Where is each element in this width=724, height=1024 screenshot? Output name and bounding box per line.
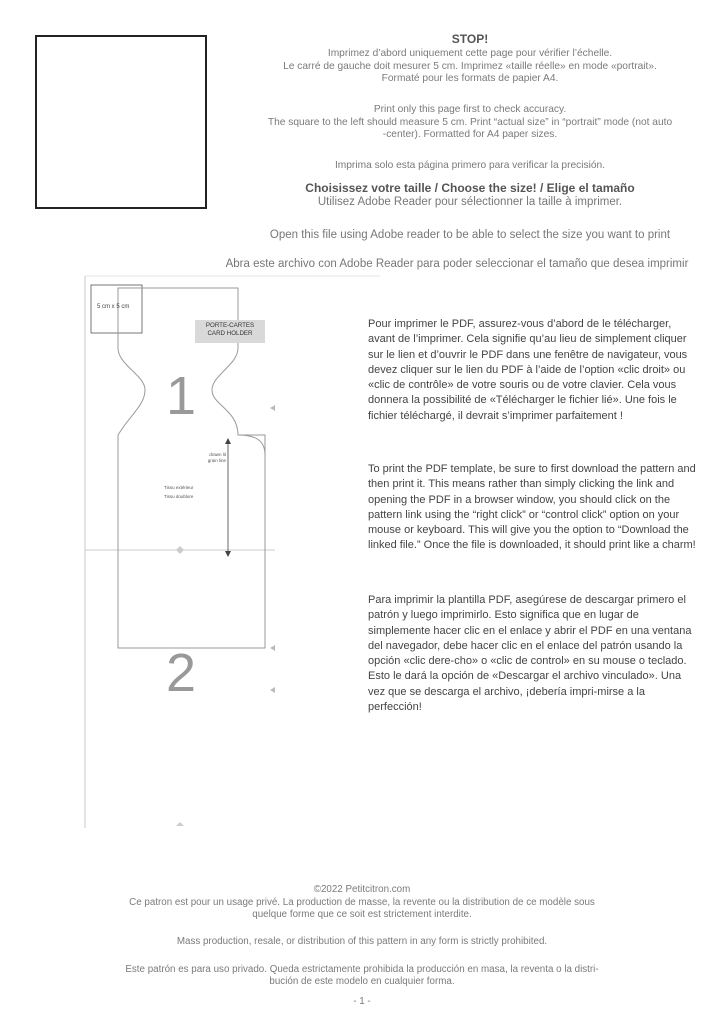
choose-size-heading: Choisissez votre taille / Choose the size! / Elige el tamaño xyxy=(305,181,635,195)
print-instructions-en: To print the PDF template, be sure to first download the pattern and then print it. This means rather than simply clicking the link and opening the PDF in a browser window, you should click on the pattern link using the “right click” or “control click” option on your mouse or keyboard. This will give you the option to “Download the linked file.” Once the file is downloaded, it should print like a charm! xyxy=(368,463,696,552)
grain-note-line: drawn lit xyxy=(209,452,226,457)
footer-fr xyxy=(80,897,644,921)
cardholder-label-fr: PORTE-CARTES xyxy=(205,322,255,329)
instructions-en xyxy=(220,104,720,142)
adobe-note-es: Abra este archivo con Adobe Reader para poder seleccionar el tamaño que desea imprimir xyxy=(225,258,689,270)
adobe-note-en: Open this file using Adobe reader to be able to select the size you want to print xyxy=(269,229,671,241)
diamond-marker xyxy=(176,546,184,554)
footer-copyright: ©2022 Petitcitron.com xyxy=(313,884,411,895)
print-instructions-fr: Pour imprimer le PDF, assurez-vous d’abord de le télécharger, avant de l’imprimer. Cela signifie qu’au lieu de simplement cliquer sur le lien et d’ouvrir le PDF dans une fenêtre de navigateur, vous devez cliquer sur le lien du PDF à l’aide de l’option «clic droit» ou «clic de contrôle» de votre souris ou de votre clavier. Cela vous donnera la possibilité de «Télécharger le fichier lié». Une fois le fichier téléchargé, il devrait s’imprimer parfaitement ! xyxy=(368,318,688,422)
grain-arrow-top xyxy=(225,438,231,444)
instructions-fr xyxy=(220,48,720,86)
notch-marker xyxy=(270,687,275,693)
cardholder-label xyxy=(195,320,265,343)
en-line: The square to the left should measure 5 cm. Print “actual size” in “portrait” mode (not auto xyxy=(267,116,673,128)
piece-number-1: 1 xyxy=(166,366,197,426)
curve-corner xyxy=(238,435,265,455)
fr-line: Imprimez d’abord uniquement cette page pour vérifier l’échelle. xyxy=(327,48,613,59)
fr-line: Le carré de gauche doit mesurer 5 cm. Imprimez «taille réelle» en mode «portrait». xyxy=(283,60,657,72)
grain-note-line: grain line xyxy=(207,458,226,463)
en-line: -center). Formatted for A4 paper sizes. xyxy=(382,129,558,140)
footer-en: Mass production, resale, or distribution of this pattern in any form is strictly prohibited. xyxy=(176,936,548,947)
calibration-square xyxy=(35,35,207,209)
piece-number-2: 2 xyxy=(166,643,197,703)
fr-line: Formaté pour les formats de papier A4. xyxy=(381,73,559,84)
grain-note xyxy=(202,452,226,464)
print-instructions-es: Para imprimir la plantilla PDF, asegúrese de descargar primero el patrón y luego imprimirlo. Esto significa que en lugar de simplemente hacer clic en el enlace y abrir el PDF en una ventana del navegador, debe hacer clic en el enlace del patrón usando la opción «clic dere-cho» o «clic de control» en su mouse o teclado. Esto le dará la opción de «Descargar el archivo vinculado». Una vez que se descarga el archivo, ¡debería impri-mirse a la perfección! xyxy=(368,594,692,714)
footer-fr-line: Ce patron est pour un usage privé. La production de masse, la revente ou la distribution de ce modèle sous xyxy=(129,897,595,908)
stop-heading: STOP! xyxy=(451,32,489,46)
footer-es xyxy=(80,964,644,988)
fabric-note-2: Tissu doublure xyxy=(164,494,194,499)
instructions-es: Imprima solo esta página primero para verificar la precisión. xyxy=(334,160,606,171)
grain-arrow-bottom xyxy=(225,551,231,557)
page-number: - 1 - xyxy=(353,996,371,1007)
en-line: Print only this page first to check accuracy. xyxy=(373,104,567,115)
footer-fr-line: quelque forme que ce soit est strictement interdite. xyxy=(252,908,472,920)
fabric-note-1: Tissu extérieur xyxy=(164,485,194,490)
notch-marker xyxy=(270,405,275,411)
cardholder-label-en: CARD HOLDER xyxy=(207,330,253,337)
bottom-marker xyxy=(176,822,184,826)
footer-es-line: bución de este modelo en cualquier forma. xyxy=(269,975,455,987)
scale-label: 5 cm x 5 cm xyxy=(97,304,130,310)
footer-es-line: Este patrón es para uso privado. Queda estrictamente prohibida la producción en masa, la reventa o la distri- xyxy=(125,964,599,975)
notch-marker xyxy=(270,645,275,651)
adobe-note-fr: Utilisez Adobe Reader pour sélectionner la taille à imprimer. xyxy=(317,196,623,208)
